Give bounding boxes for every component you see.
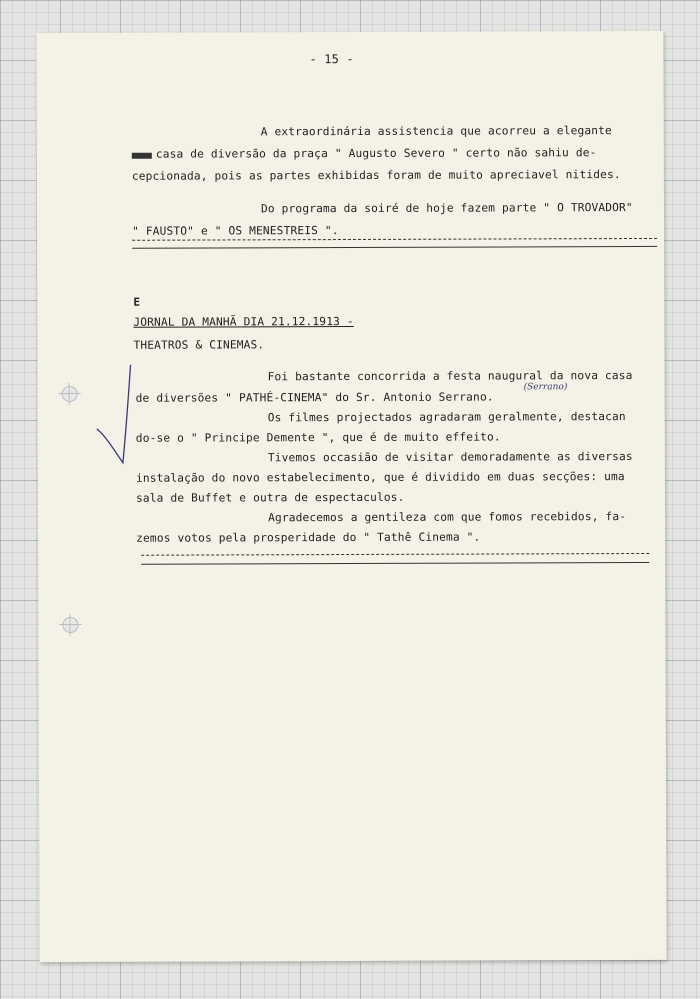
article1-line: cepcionada, pois as partes exhibidas foram de muito apreciavel nitides. xyxy=(131,168,621,183)
article2-line: zemos votos pela prosperidade do " Tathê Cinema ". xyxy=(136,530,481,545)
punch-hole xyxy=(62,386,78,402)
article1-line: A extraordinária assistencia que acorreu a elegante xyxy=(260,124,612,139)
article2-line: do-se o " Principe Demente ", que é de muito effeito. xyxy=(135,430,501,445)
article2-heading: JORNAL DA MANHÃ DIA 21.12.1913 - xyxy=(133,314,354,329)
article1-line: casa de diversão da praça " Augusto Severo " certo não sahiu de- xyxy=(155,146,597,161)
handwritten-annotation: (Serrano) xyxy=(523,382,568,393)
separator-dashed xyxy=(141,553,649,556)
article2-line: instalação do novo estabelecimento, que é dividido em duas secções: uma xyxy=(135,470,625,485)
article1-line: " FAUSTO" e " OS MENESTREIS ". xyxy=(132,224,339,238)
handwritten-checkmark xyxy=(93,363,143,473)
article2-line: Agradecemos a gentileza com que fomos recebidos, fa- xyxy=(268,510,627,525)
article2-line: Tivemos occasião de visitar demoradamente as diversas xyxy=(267,450,633,465)
article2-marker: E xyxy=(133,295,141,309)
article2-section: THEATROS & CINEMAS. xyxy=(133,338,265,352)
document-page xyxy=(36,31,666,962)
article2-line: sala de Buffet e outra de espectaculos. xyxy=(135,490,405,505)
page-number: - 15 - xyxy=(309,51,354,67)
typed-over-strikeout xyxy=(132,153,152,159)
article2-line: Foi bastante concorrida a festa naugural da nova casa xyxy=(267,369,633,384)
article2-line: Os filmes projectados agradaram geralmente, destacan xyxy=(267,410,626,425)
separator-solid xyxy=(132,246,657,249)
article1-line: Do programa da soiré de hoje fazem parte " O TROVADOR" xyxy=(260,201,633,216)
separator-solid xyxy=(141,562,649,565)
article2-line: de diversões " PATHÉ-CINEMA" do Sr. Antonio Serrano. xyxy=(135,390,494,405)
punch-hole xyxy=(62,617,78,633)
